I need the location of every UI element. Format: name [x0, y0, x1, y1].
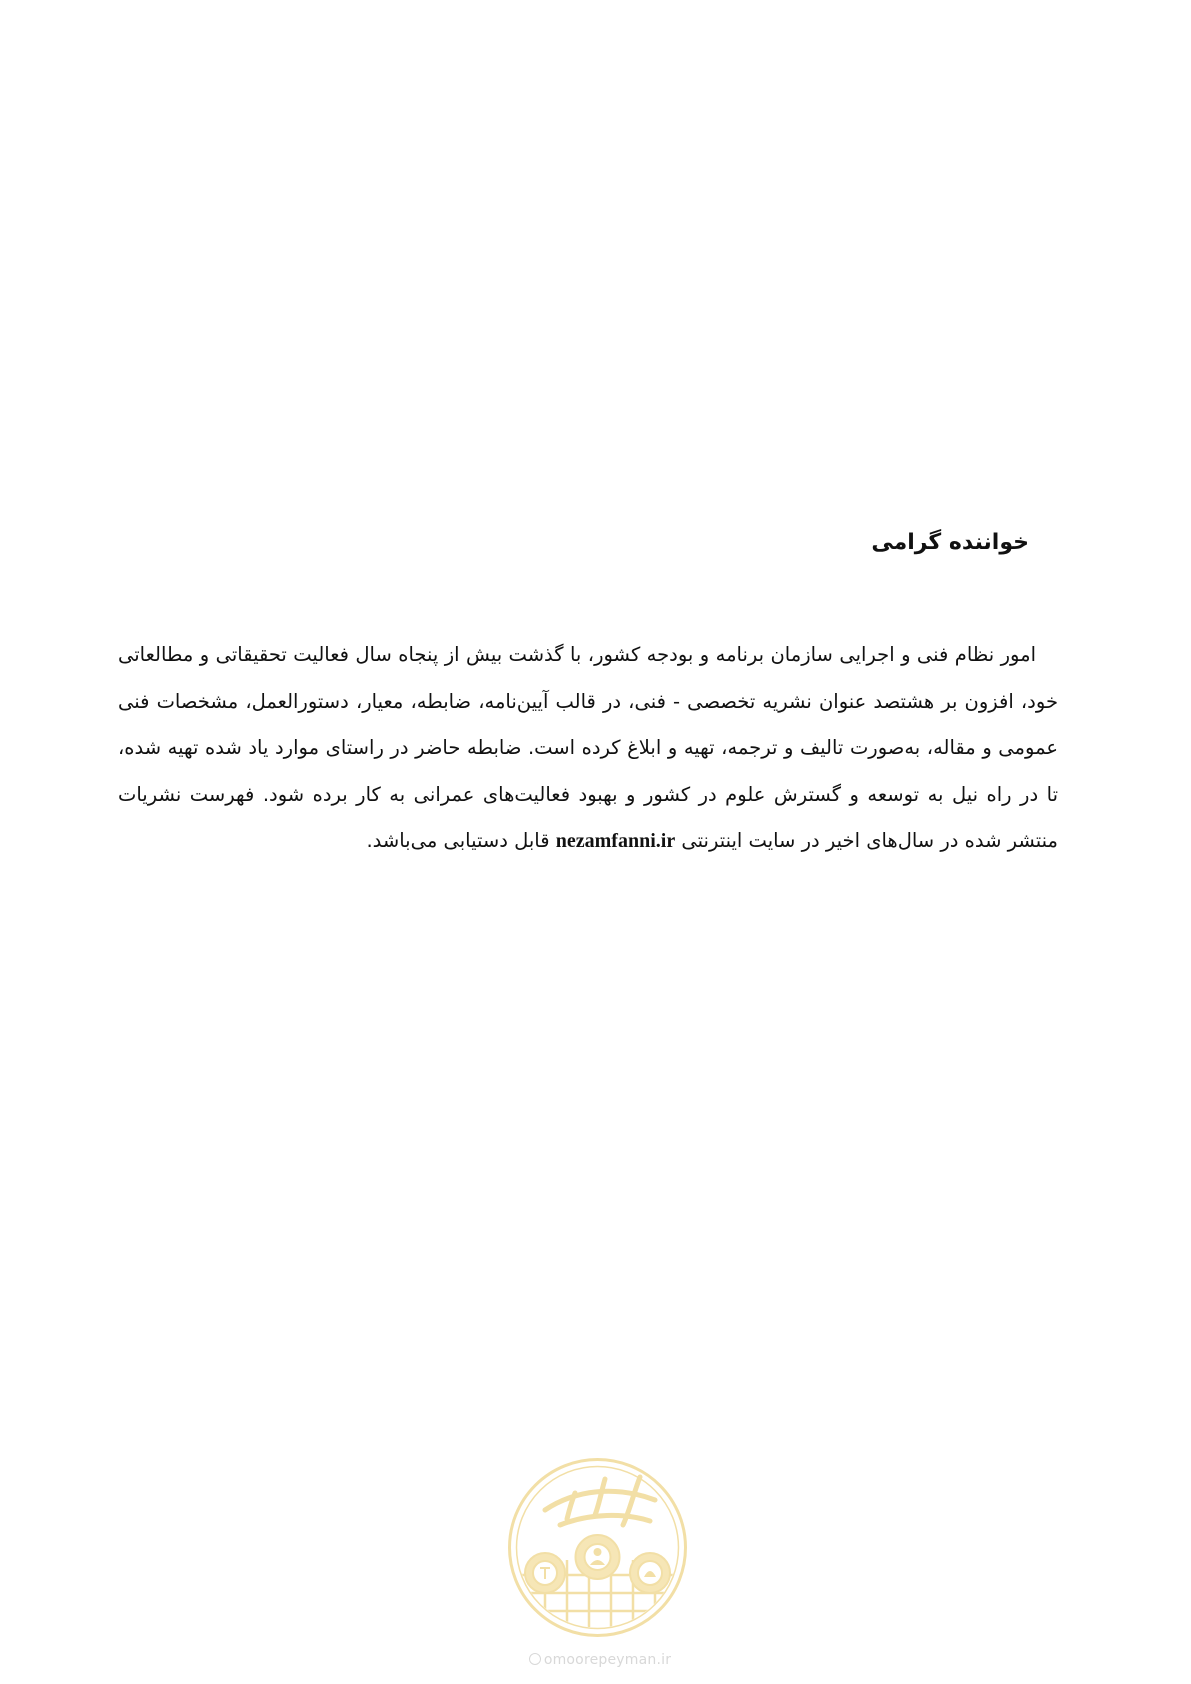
watermark-url-text: omoorepeyman.ir	[543, 1652, 672, 1668]
paragraph-text-after-site: قابل دستیابی می‌باشد.	[366, 829, 550, 852]
site-link-text: nezamfanni.ir	[555, 830, 676, 852]
globe-icon	[529, 1653, 541, 1665]
watermark-url	[515, 1652, 685, 1668]
paragraph-text-before-site: امور نظام فنی و اجرایی سازمان برنامه و بودجه کشور، با گذشت بیش از پنجاه سال فعالیت تحقیقاتی و مطالعاتی خود، افزون بر هشتصد عنوان نشریه تخصصی - فنی، در قالب آیین‌نامه، ضابطه، معیار، دستورالعمل، مشخصات فنی عمومی و مقاله، به‌صورت تالیف و ترجمه، تهیه و ابلاغ کرده است. ضابطه حاضر در راستای موارد یاد شده تهیه شده، تا در راه نیل به توسعه و گسترش علوم در کشور و بهبود فعالیت‌های عمرانی به کار برده شود. فهرست نشریات منتشر شده در سال‌های اخیر در سایت اینترنتی	[118, 643, 1058, 852]
body-paragraph	[118, 632, 1058, 865]
page-heading: خواننده گرامی	[871, 530, 1029, 555]
omoore-peyman-seal-icon	[505, 1455, 690, 1640]
